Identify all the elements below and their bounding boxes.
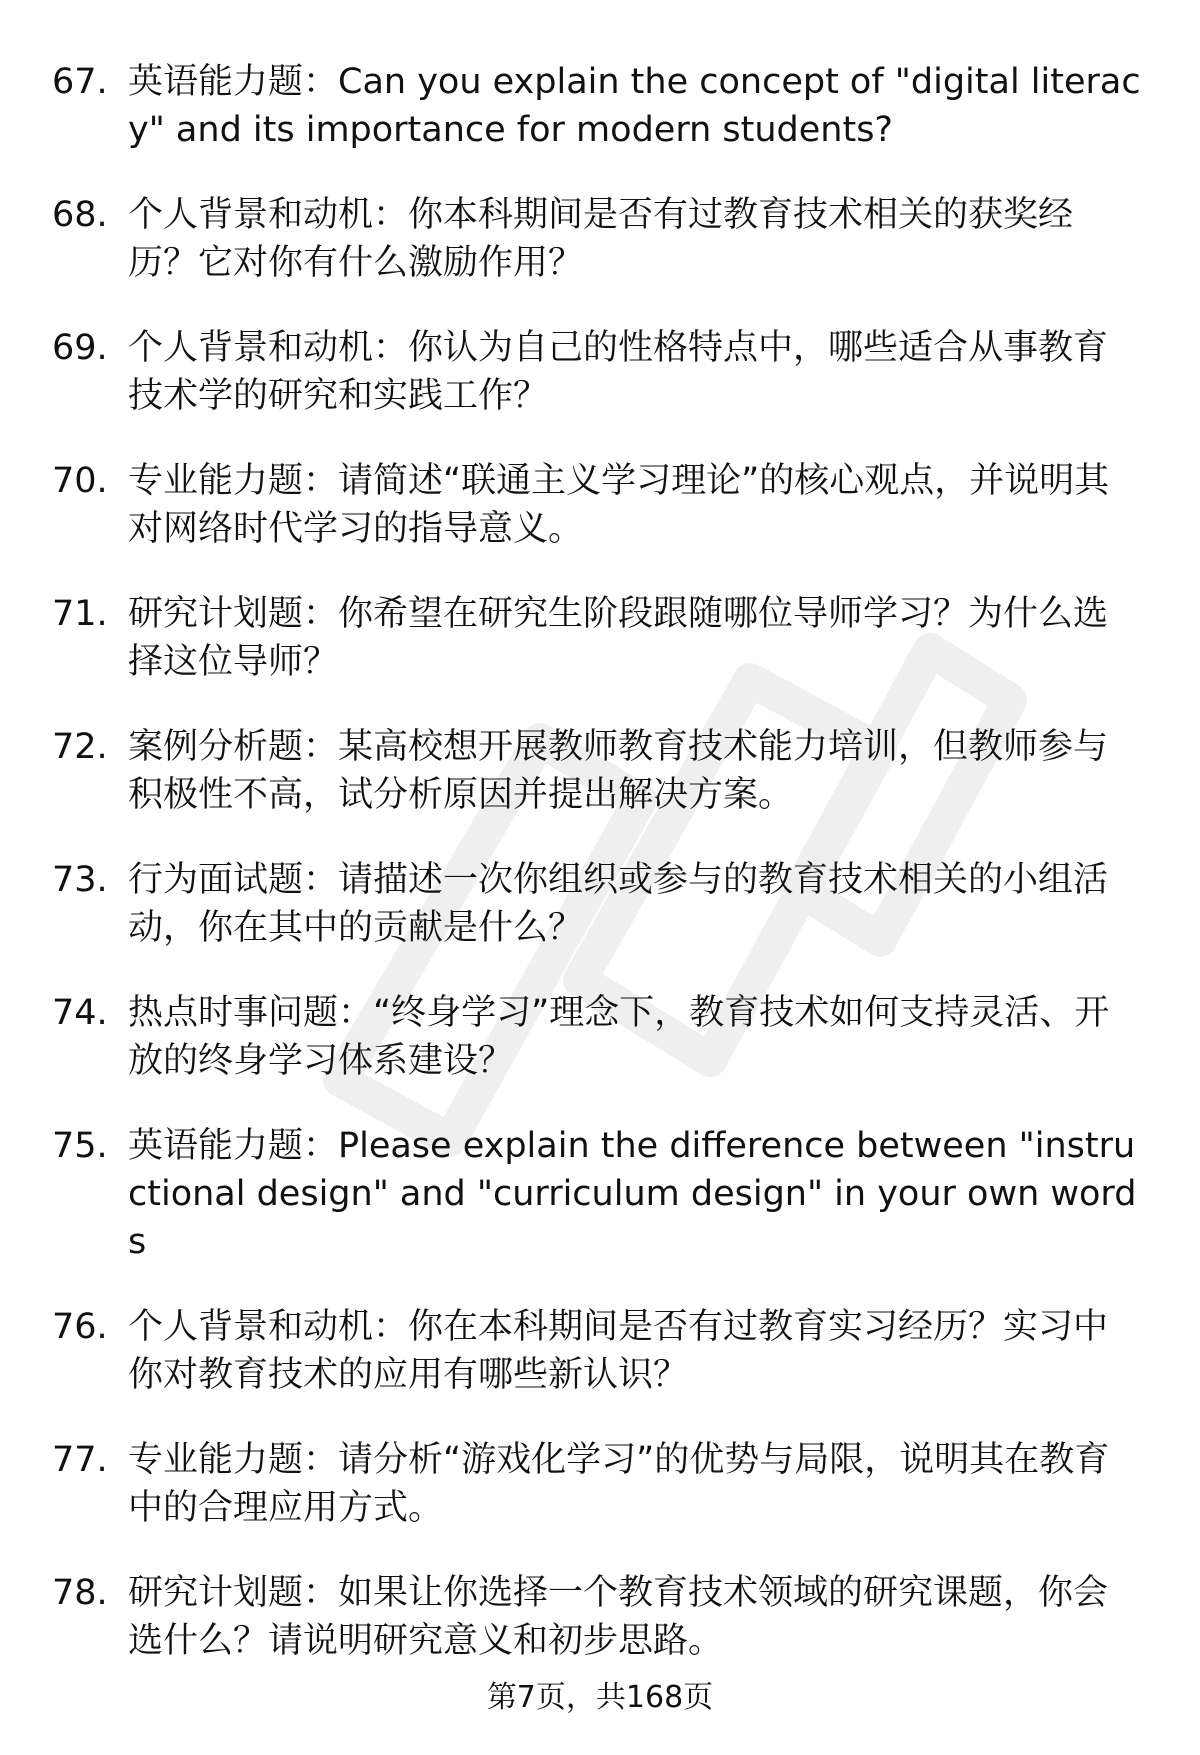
question-item bbox=[52, 324, 1142, 420]
question-text: 专业能力题：请简述“联通主义学习理论”的核心观点，并说明其对网络时代学习的指导意义。 bbox=[128, 461, 1110, 549]
question-number: 77. bbox=[52, 1440, 108, 1480]
question-text: 个人背景和动机：你在本科期间是否有过教育实习经历？实习中你对教育技术的应用有哪些新认识？ bbox=[128, 1307, 1109, 1395]
question-text: 专业能力题：请分析“游戏化学习”的优势与局限，说明其在教育中的合理应用方式。 bbox=[128, 1440, 1110, 1528]
question-item bbox=[52, 1122, 1142, 1266]
question-number: 67. bbox=[52, 62, 108, 102]
question-number: 73. bbox=[52, 860, 108, 900]
question-item bbox=[52, 856, 1142, 952]
question-item bbox=[52, 58, 1142, 154]
question-item bbox=[52, 590, 1142, 686]
question-number: 76. bbox=[52, 1307, 108, 1347]
question-item bbox=[52, 1569, 1142, 1665]
question-number: 78. bbox=[52, 1573, 108, 1613]
question-text: 个人背景和动机：你认为自己的性格特点中，哪些适合从事教育技术学的研究和实践工作？ bbox=[128, 328, 1109, 416]
question-text: 热点时事问题：“终身学习”理念下，教育技术如何支持灵活、开放的终身学习体系建设？ bbox=[128, 993, 1110, 1081]
question-text: 行为面试题：请描述一次你组织或参与的教育技术相关的小组活动，你在其中的贡献是什么？ bbox=[128, 860, 1109, 948]
question-number: 72. bbox=[52, 727, 108, 767]
question-number: 70. bbox=[52, 461, 108, 501]
question-number: 74. bbox=[52, 993, 108, 1033]
question-item bbox=[52, 191, 1142, 287]
question-number: 69. bbox=[52, 328, 108, 368]
question-item bbox=[52, 457, 1142, 553]
question-text: 研究计划题：如果让你选择一个教育技术领域的研究课题，你会选什么？请说明研究意义和初步思路。 bbox=[128, 1573, 1109, 1661]
question-text: 案例分析题：某高校想开展教师教育技术能力培训，但教师参与积极性不高，试分析原因并提出解决方案。 bbox=[128, 727, 1109, 815]
question-number: 71. bbox=[52, 594, 108, 634]
question-number: 68. bbox=[52, 195, 108, 235]
question-list bbox=[52, 58, 1142, 1702]
page-indicator: 第7页，共168页 bbox=[486, 1680, 714, 1715]
question-text: 英语能力题：Can you explain the concept of "digital literacy" and its importance for modern students? bbox=[128, 62, 1141, 150]
question-text: 个人背景和动机：你本科期间是否有过教育技术相关的获奖经历？它对你有什么激励作用？ bbox=[128, 195, 1074, 283]
question-item bbox=[52, 989, 1142, 1085]
question-item bbox=[52, 1303, 1142, 1399]
question-number: 75. bbox=[52, 1126, 108, 1166]
question-item bbox=[52, 1436, 1142, 1532]
question-text: 研究计划题：你希望在研究生阶段跟随哪位导师学习？为什么选择这位导师？ bbox=[128, 594, 1109, 682]
question-item bbox=[52, 723, 1142, 819]
question-text: 英语能力题：Please explain the difference between "instructional design" and "curriculum design" in your own words bbox=[128, 1126, 1137, 1262]
